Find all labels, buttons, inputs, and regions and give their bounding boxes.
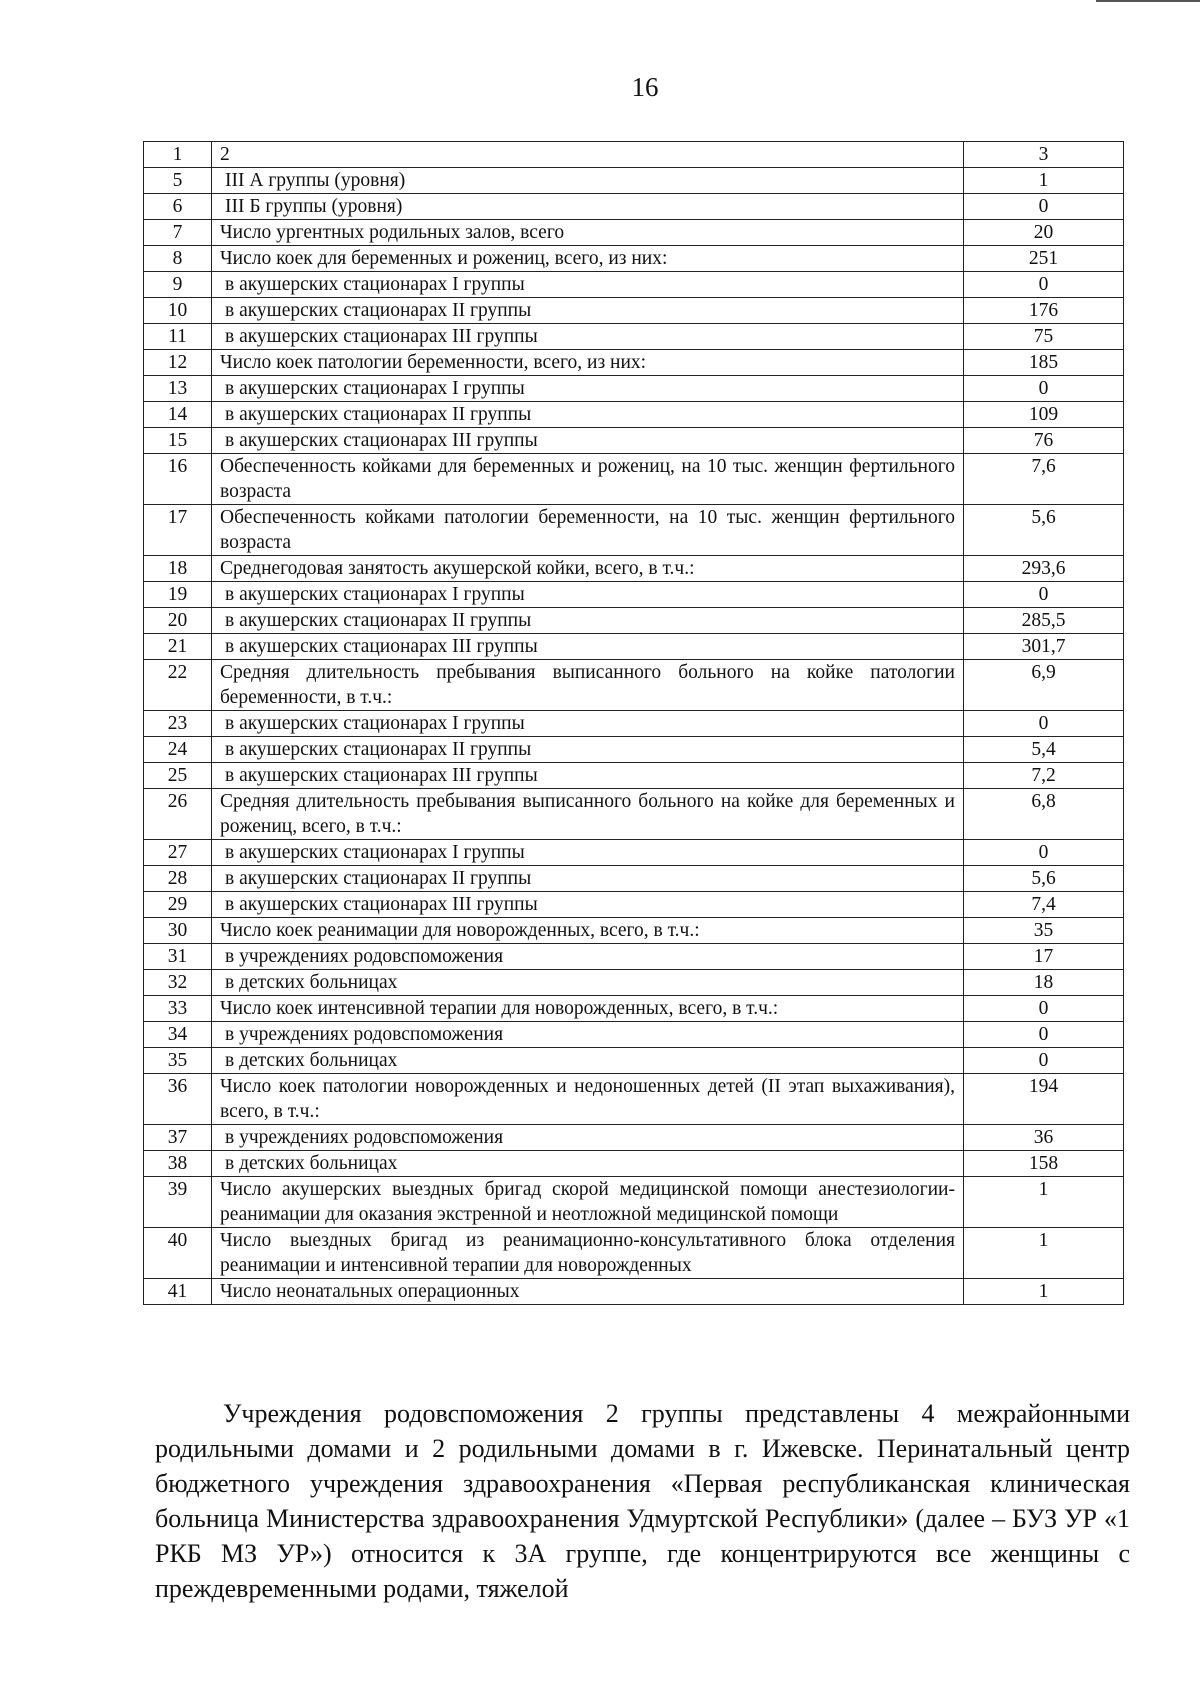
row-description-cell: в акушерских стационарах I группы <box>212 840 964 866</box>
table-row <box>144 789 1124 840</box>
row-value-cell: 0 <box>964 711 1124 737</box>
row-value-cell: 0 <box>964 194 1124 220</box>
row-description-cell: в акушерских стационарах III группы <box>212 892 964 918</box>
table-header-row <box>144 142 1124 168</box>
table-row <box>144 970 1124 996</box>
row-number-cell: 25 <box>144 763 212 789</box>
row-number-cell: 12 <box>144 350 212 376</box>
row-description-cell: в учреждениях родовспоможения <box>212 1022 964 1048</box>
row-number-cell: 41 <box>144 1279 212 1305</box>
row-value-cell: 285,5 <box>964 608 1124 634</box>
table-row <box>144 194 1124 220</box>
table-row <box>144 220 1124 246</box>
row-description-cell: в акушерских стационарах II группы <box>212 608 964 634</box>
row-number-cell: 15 <box>144 428 212 454</box>
row-description-cell: в акушерских стационарах III группы <box>212 428 964 454</box>
row-number-cell: 37 <box>144 1125 212 1151</box>
row-description-cell: Число коек патологии беременности, всего, из них: <box>212 350 964 376</box>
row-number-cell: 33 <box>144 996 212 1022</box>
row-value-cell: 158 <box>964 1151 1124 1177</box>
row-value-cell: 0 <box>964 376 1124 402</box>
row-number-cell: 40 <box>144 1228 212 1279</box>
row-number-cell: 23 <box>144 711 212 737</box>
row-number-cell: 34 <box>144 1022 212 1048</box>
row-number-cell: 20 <box>144 608 212 634</box>
row-number-cell: 19 <box>144 582 212 608</box>
row-value-cell: 194 <box>964 1074 1124 1125</box>
row-description-cell: в учреждениях родовспоможения <box>212 1125 964 1151</box>
table-row <box>144 892 1124 918</box>
row-value-cell: 0 <box>964 996 1124 1022</box>
table-body <box>144 142 1124 1305</box>
table-row <box>144 737 1124 763</box>
row-number-cell: 6 <box>144 194 212 220</box>
row-number-cell: 35 <box>144 1048 212 1074</box>
table-row <box>144 1125 1124 1151</box>
row-number-cell: 5 <box>144 168 212 194</box>
row-value-cell: 0 <box>964 1022 1124 1048</box>
row-description-cell: в акушерских стационарах II группы <box>212 402 964 428</box>
row-description-cell: в акушерских стационарах II группы <box>212 737 964 763</box>
row-description-cell: Число коек интенсивной терапии для новорожденных, всего, в т.ч.: <box>212 996 964 1022</box>
row-description-cell: Средняя длительность пребывания выписанного больного на койке патологии беременности, в т.ч.: <box>212 660 964 711</box>
row-value-cell: 185 <box>964 350 1124 376</box>
row-value-cell: 76 <box>964 428 1124 454</box>
table-row <box>144 376 1124 402</box>
table-row <box>144 1022 1124 1048</box>
table-row <box>144 944 1124 970</box>
row-description-cell: Число выездных бригад из реанимационно-консультативного блока отделения реанимации и интенсивной терапии для новорожденных <box>212 1228 964 1279</box>
row-value-cell: 0 <box>964 272 1124 298</box>
row-description-cell: в акушерских стационарах III группы <box>212 634 964 660</box>
row-value-cell: 7,4 <box>964 892 1124 918</box>
row-description-cell: в акушерских стационарах III группы <box>212 763 964 789</box>
row-description-cell: в акушерских стационарах I группы <box>212 376 964 402</box>
row-number-cell: 9 <box>144 272 212 298</box>
row-value-cell: 18 <box>964 970 1124 996</box>
row-number-cell: 32 <box>144 970 212 996</box>
table-row <box>144 454 1124 505</box>
table-row <box>144 763 1124 789</box>
row-description-cell: Средняя длительность пребывания выписанного больного на койке для беременных и рожениц, всего, в т.ч.: <box>212 789 964 840</box>
row-value-cell: 5,6 <box>964 505 1124 556</box>
row-description-cell: в учреждениях родовспоможения <box>212 944 964 970</box>
row-value-cell: 7,6 <box>964 454 1124 505</box>
table-row <box>144 350 1124 376</box>
table-row <box>144 324 1124 350</box>
row-number-cell: 28 <box>144 866 212 892</box>
row-description-cell: III Б группы (уровня) <box>212 194 964 220</box>
table-row <box>144 1228 1124 1279</box>
row-number-cell: 13 <box>144 376 212 402</box>
row-value-cell: 251 <box>964 246 1124 272</box>
row-number-cell: 14 <box>144 402 212 428</box>
row-number-cell: 31 <box>144 944 212 970</box>
row-description-cell: Обеспеченность койками патологии беременности, на 10 тыс. женщин фертильного возраста <box>212 505 964 556</box>
table-row <box>144 1074 1124 1125</box>
table-row <box>144 1279 1124 1305</box>
row-description-cell: III А группы (уровня) <box>212 168 964 194</box>
row-value-cell: 7,2 <box>964 763 1124 789</box>
row-number-cell: 22 <box>144 660 212 711</box>
row-number-cell: 7 <box>144 220 212 246</box>
table-row <box>144 272 1124 298</box>
row-value-cell: 1 <box>964 168 1124 194</box>
row-number-cell: 11 <box>144 324 212 350</box>
header-cell-2: 2 <box>212 142 964 168</box>
row-value-cell: 35 <box>964 918 1124 944</box>
row-description-cell: Число акушерских выездных бригад скорой медицинской помощи анестезиологии-реанимации для оказания экстренной и неотложной медицинской помощи <box>212 1177 964 1228</box>
statistics-table <box>143 141 1124 1305</box>
table-row <box>144 634 1124 660</box>
row-number-cell: 24 <box>144 737 212 763</box>
page-number: 16 <box>631 72 659 102</box>
table-row <box>144 660 1124 711</box>
row-value-cell: 36 <box>964 1125 1124 1151</box>
row-description-cell: в детских больницах <box>212 1048 964 1074</box>
table-row <box>144 1151 1124 1177</box>
row-number-cell: 27 <box>144 840 212 866</box>
table-row <box>144 428 1124 454</box>
row-description-cell: Число ургентных родильных залов, всего <box>212 220 964 246</box>
row-description-cell: в акушерских стационарах I группы <box>212 582 964 608</box>
row-number-cell: 10 <box>144 298 212 324</box>
row-description-cell: Среднегодовая занятость акушерской койки, всего, в т.ч.: <box>212 556 964 582</box>
row-value-cell: 5,4 <box>964 737 1124 763</box>
row-number-cell: 16 <box>144 454 212 505</box>
top-edge-line <box>1096 0 1200 2</box>
table-row <box>144 246 1124 272</box>
row-value-cell: 5,6 <box>964 866 1124 892</box>
row-value-cell: 6,8 <box>964 789 1124 840</box>
header-cell-3: 3 <box>964 142 1124 168</box>
row-value-cell: 1 <box>964 1177 1124 1228</box>
row-description-cell: в акушерских стационарах III группы <box>212 324 964 350</box>
row-number-cell: 38 <box>144 1151 212 1177</box>
row-number-cell: 18 <box>144 556 212 582</box>
row-value-cell: 293,6 <box>964 556 1124 582</box>
row-description-cell: Число неонатальных операционных <box>212 1279 964 1305</box>
table-row <box>144 1048 1124 1074</box>
table-row <box>144 918 1124 944</box>
row-description-cell: Число коек для беременных и рожениц, всего, из них: <box>212 246 964 272</box>
row-number-cell: 21 <box>144 634 212 660</box>
row-number-cell: 36 <box>144 1074 212 1125</box>
row-value-cell: 1 <box>964 1279 1124 1305</box>
row-number-cell: 30 <box>144 918 212 944</box>
row-number-cell: 29 <box>144 892 212 918</box>
row-value-cell: 0 <box>964 582 1124 608</box>
row-description-cell: Обеспеченность койками для беременных и рожениц, на 10 тыс. женщин фертильного возраста <box>212 454 964 505</box>
table-row <box>144 840 1124 866</box>
row-number-cell: 17 <box>144 505 212 556</box>
row-value-cell: 0 <box>964 840 1124 866</box>
row-value-cell: 109 <box>964 402 1124 428</box>
table-row <box>144 608 1124 634</box>
row-number-cell: 8 <box>144 246 212 272</box>
row-value-cell: 6,9 <box>964 660 1124 711</box>
row-value-cell: 176 <box>964 298 1124 324</box>
row-value-cell: 301,7 <box>964 634 1124 660</box>
row-description-cell: Число коек реанимации для новорожденных, всего, в т.ч.: <box>212 918 964 944</box>
row-value-cell: 75 <box>964 324 1124 350</box>
body-paragraph: Учреждения родовспоможения 2 группы представлены 4 межрайонными родильными домами и 2 родильными домами в г. Ижевске. Перинатальный центр бюджетного учреждения здравоохранения «Первая республиканская клиническая больница Министерства здравоохранения Удмуртской Республики» (далее – БУЗ УР «1 РКБ МЗ УР») относится к 3А группе, где концентрируются все женщины с преждевременными родами, тяжелой <box>155 1399 1130 1603</box>
table-row <box>144 582 1124 608</box>
table-row <box>144 298 1124 324</box>
table-row <box>144 168 1124 194</box>
row-value-cell: 0 <box>964 1048 1124 1074</box>
row-number-cell: 26 <box>144 789 212 840</box>
table-row <box>144 402 1124 428</box>
row-value-cell: 17 <box>964 944 1124 970</box>
table-row <box>144 1177 1124 1228</box>
header-cell-1: 1 <box>144 142 212 168</box>
table-row <box>144 996 1124 1022</box>
row-description-cell: в акушерских стационарах II группы <box>212 298 964 324</box>
row-description-cell: в детских больницах <box>212 1151 964 1177</box>
table-row <box>144 866 1124 892</box>
table-row <box>144 556 1124 582</box>
row-value-cell: 1 <box>964 1228 1124 1279</box>
row-description-cell: в детских больницах <box>212 970 964 996</box>
row-description-cell: в акушерских стационарах II группы <box>212 866 964 892</box>
row-description-cell: в акушерских стационарах I группы <box>212 711 964 737</box>
row-number-cell: 39 <box>144 1177 212 1228</box>
table-row <box>144 711 1124 737</box>
row-description-cell: Число коек патологии новорожденных и недоношенных детей (II этап выхаживания), всего, в т.ч.: <box>212 1074 964 1125</box>
table-row <box>144 505 1124 556</box>
row-description-cell: в акушерских стационарах I группы <box>212 272 964 298</box>
row-value-cell: 20 <box>964 220 1124 246</box>
